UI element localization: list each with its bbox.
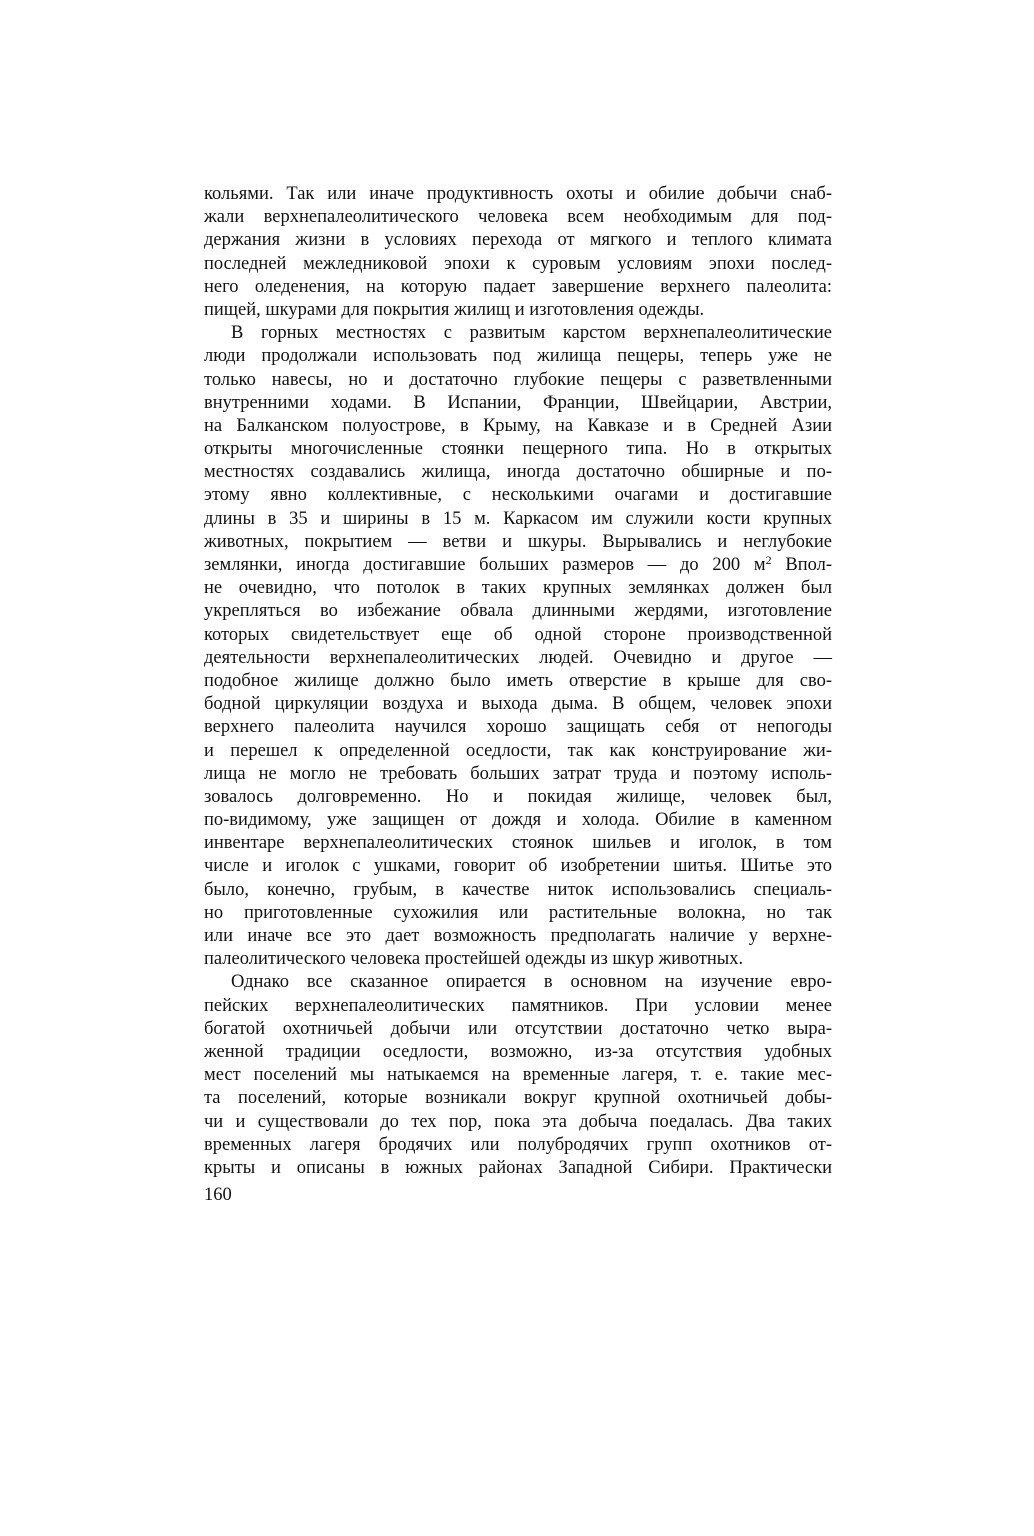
text-line: него оледенения, на которую падает завершение верхнего палеолита:: [204, 276, 832, 297]
text-line: животных, покрытием — ветви и шкуры. Вырывались и неглубокие: [204, 531, 832, 552]
paragraph-2: [204, 322, 832, 971]
text-line: чи и существовали до тех пор, пока эта добыча поедалась. Два таких: [204, 1111, 832, 1132]
text-line: подобное жилище должно было иметь отверстие в крыше для сво-: [204, 670, 832, 691]
text-line: местностях создавались жилища, иногда достаточно обширные и по-: [204, 462, 832, 483]
text-line: последней межледниковой эпохи к суровым условиям эпохи послед-: [204, 253, 832, 274]
text-line: пейских верхнепалеолитических памятников. При условии менее: [204, 995, 832, 1016]
text-line: держания жизни в условиях перехода от мягкого и теплого климата: [204, 230, 832, 251]
text-line: числе и иголок с ушками, говорит об изобретении шитья. Шитье это: [204, 856, 832, 877]
text-line: та поселений, которые возникали вокруг крупной охотничьей добы-: [204, 1088, 832, 1109]
text-line: бодной циркуляции воздуха и выхода дыма. В общем, человек эпохи: [204, 694, 832, 715]
text-line: временных лагеря бродячих или полубродячих групп охотников от-: [204, 1134, 832, 1155]
text-line: зовалось долговременно. Но и покидая жилище, человек был,: [204, 786, 832, 807]
text-line: верхнего палеолита научился хорошо защищать себя от непогоды: [204, 717, 832, 738]
text-line: инвентаре верхнепалеолитических стоянок шильев и иголок, в том: [204, 833, 832, 854]
text-line: только навесы, но и достаточно глубокие пещеры с разветвленными: [204, 369, 832, 390]
text-line: крыты и описаны в южных районах Западной Сибири. Практически: [204, 1157, 832, 1178]
text-line: деятельности верхнепалеолитических людей. Очевидно и другое —: [204, 647, 832, 668]
text-line: и перешел к определенной оседлости, так как конструирование жи-: [204, 740, 832, 761]
text-line: было, конечно, грубым, в качестве ниток использовались специаль-: [204, 879, 832, 900]
text-line: лища не могло не требовать больших затрат труда и поэтому исполь-: [204, 763, 832, 784]
page-body: [204, 183, 832, 1180]
text-line: люди продолжали использовать под жилища пещеры, теперь уже не: [204, 346, 832, 367]
text-line: палеолитического человека простейшей одежды из шкур животных.: [204, 949, 744, 970]
text-line: В горных местностях с развитым карстом верхнепалеолитические: [231, 323, 832, 344]
text-line: или иначе все это дает возможность предполагать наличие у верхне-: [204, 926, 832, 946]
text-line: внутренними ходами. В Испании, Франции, Швейцарии, Австрии,: [204, 392, 832, 413]
text-line: женной традиции оседлости, возможно, из-за отсутствия удобных: [204, 1041, 832, 1062]
text-line: Однако все сказанное опирается в основном на изучение евро-: [231, 972, 832, 993]
text-fragment: землянки, иногда достигавшие больших размеров — до 200 м: [204, 555, 766, 575]
text-line: укрепляться во избежание обвала длинными жердями, изготовление: [204, 601, 832, 622]
text-line: открыты многочисленные стоянки пещерного типа. Но в открытых: [204, 439, 832, 460]
paragraph-3: [204, 971, 832, 1180]
text-line: но приготовленные сухожилия или растительные волокна, но так: [204, 902, 832, 923]
text-line: на Балканском полуострове, в Крыму, на Кавказе и в Средней Азии: [204, 415, 832, 436]
text-line: кольями. Так или иначе продуктивность охоты и обилие добычи снаб-: [204, 184, 832, 204]
text-line: которых свидетельствует еще об одной стороне производственной: [204, 624, 832, 645]
text-fragment: Впол-: [771, 555, 833, 575]
paragraph-1: [204, 183, 832, 322]
text-line: жали верхнепалеолитического человека всем необходимым для под-: [204, 207, 832, 228]
text-line: этому явно коллективные, с несколькими очагами и достигавшие: [204, 485, 832, 506]
text-line: по-видимому, уже защищен от дождя и холода. Обилие в каменном: [204, 810, 832, 831]
text-line: пищей, шкурами для покрытия жилищ и изготовления одежды.: [204, 299, 705, 320]
text-line: мест поселений мы натыкаемся на временные лагеря, т. е. такие мес-: [204, 1065, 832, 1086]
text-line: не очевидно, что потолок в таких крупных землянках должен был: [204, 578, 832, 599]
text-line-with-superscript: [204, 554, 832, 577]
text-line: длины в 35 и ширины в 15 м. Каркасом им служили кости крупных: [204, 508, 832, 529]
superscript: 2: [765, 553, 772, 567]
text-line: богатой охотничьей добычи или отсутствии достаточно четко выра-: [204, 1018, 832, 1039]
page-number: 160: [204, 1185, 232, 1205]
